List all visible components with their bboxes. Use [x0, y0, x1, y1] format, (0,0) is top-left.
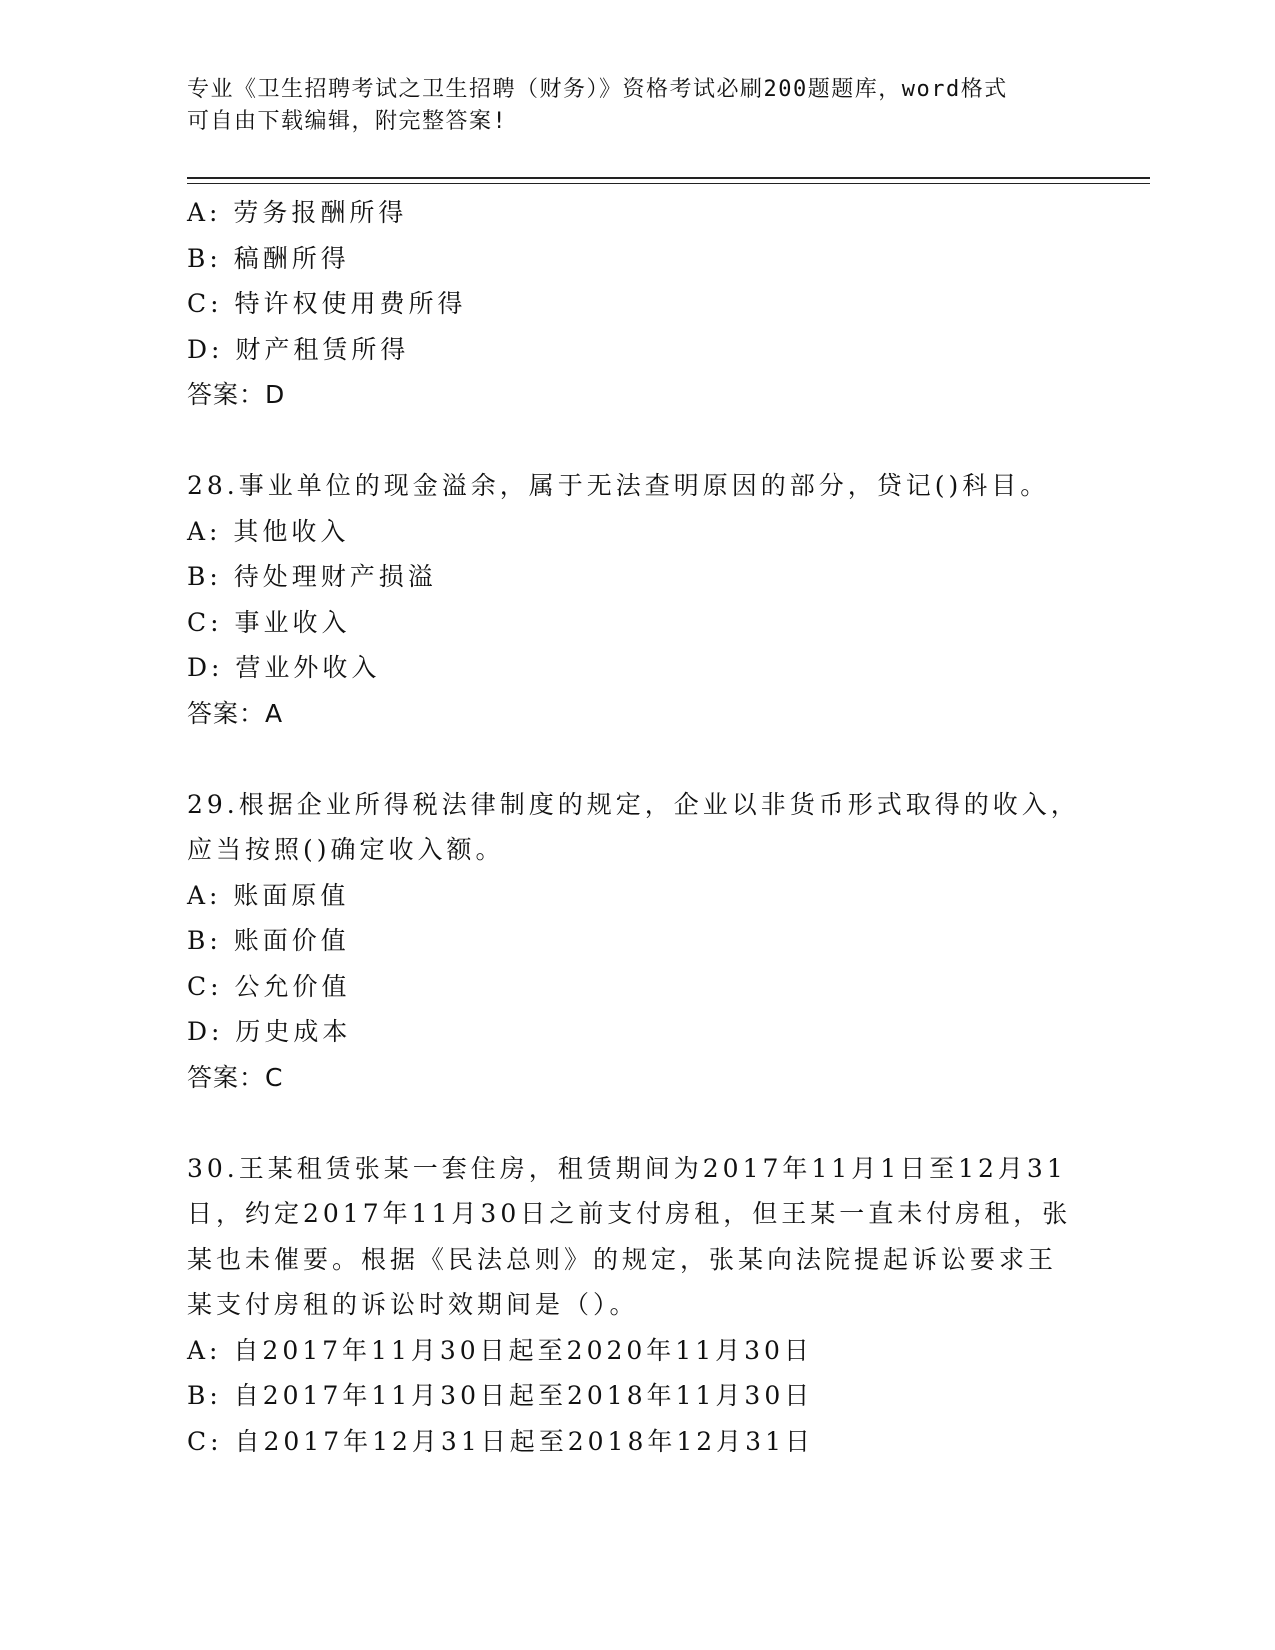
- question-30: [187, 1146, 1087, 1465]
- option-c: C: 公允价值: [187, 971, 351, 1001]
- question-text: 28.事业单位的现金溢余，属于无法查明原因的部分，贷记()科目。: [187, 471, 1050, 500]
- spacer: [187, 418, 1087, 464]
- header-divider-thick: [187, 177, 1150, 179]
- question-text-line-1: 30.王某租赁张某一套住房，租赁期间为2017年11月1日至12月31: [187, 1153, 1067, 1183]
- question-content: [187, 190, 1087, 1464]
- question-text-line-1: 29.根据企业所得税法律制度的规定，企业以非货币形式取得的收入，: [187, 789, 1080, 819]
- question-text-line-2: 日，约定2017年11月30日之前支付房租，但王某一直未付房租，张: [187, 1199, 1072, 1228]
- option-b: B: 待处理财产损溢: [187, 562, 437, 591]
- option-c: C: 特许权使用费所得: [187, 289, 467, 318]
- answer: 答案：A: [187, 698, 284, 728]
- spacer: [187, 1100, 1087, 1146]
- option-b: B: 稿酬所得: [187, 243, 350, 273]
- question-27: [187, 190, 1087, 418]
- question-text-line-3: 某也未催要。根据《民法总则》的规定，张某向法院提起诉讼要求王: [187, 1244, 1058, 1274]
- option-c: C: 自2017年12月31日起至2018年12月31日: [187, 1426, 814, 1456]
- option-d: D: 财产租赁所得: [187, 334, 410, 364]
- option-c: C: 事业收入: [187, 607, 351, 637]
- document-header: [187, 74, 1067, 138]
- answer: 答案：D: [187, 380, 286, 409]
- option-d: D: 营业外收入: [187, 653, 381, 682]
- header-line-1: 专业《卫生招聘考试之卫生招聘（财务）》资格考试必刷200题题库，word格式: [187, 77, 1008, 102]
- header-divider-thin: [187, 183, 1150, 184]
- option-a: A: 劳务报酬所得: [187, 198, 408, 227]
- option-b: B: 自2017年11月30日起至2018年11月30日: [187, 1381, 814, 1410]
- option-a: A: 账面原值: [187, 880, 350, 910]
- option-b: B: 账面价值: [187, 926, 350, 955]
- question-text-line-2: 应当按照()确定收入额。: [187, 835, 505, 864]
- question-29: [187, 782, 1087, 1101]
- header-line-2: 可自由下载编辑，附完整答案!: [187, 109, 508, 134]
- question-28: [187, 463, 1087, 736]
- option-d: D: 历史成本: [187, 1017, 352, 1046]
- option-a: A: 其他收入: [187, 516, 350, 546]
- answer: 答案：C: [187, 1062, 284, 1092]
- question-text-line-4: 某支付房租的诉讼时效期间是（）。: [187, 1290, 639, 1319]
- option-a: A: 自2017年11月30日起至2020年11月30日: [187, 1335, 813, 1365]
- spacer: [187, 736, 1087, 782]
